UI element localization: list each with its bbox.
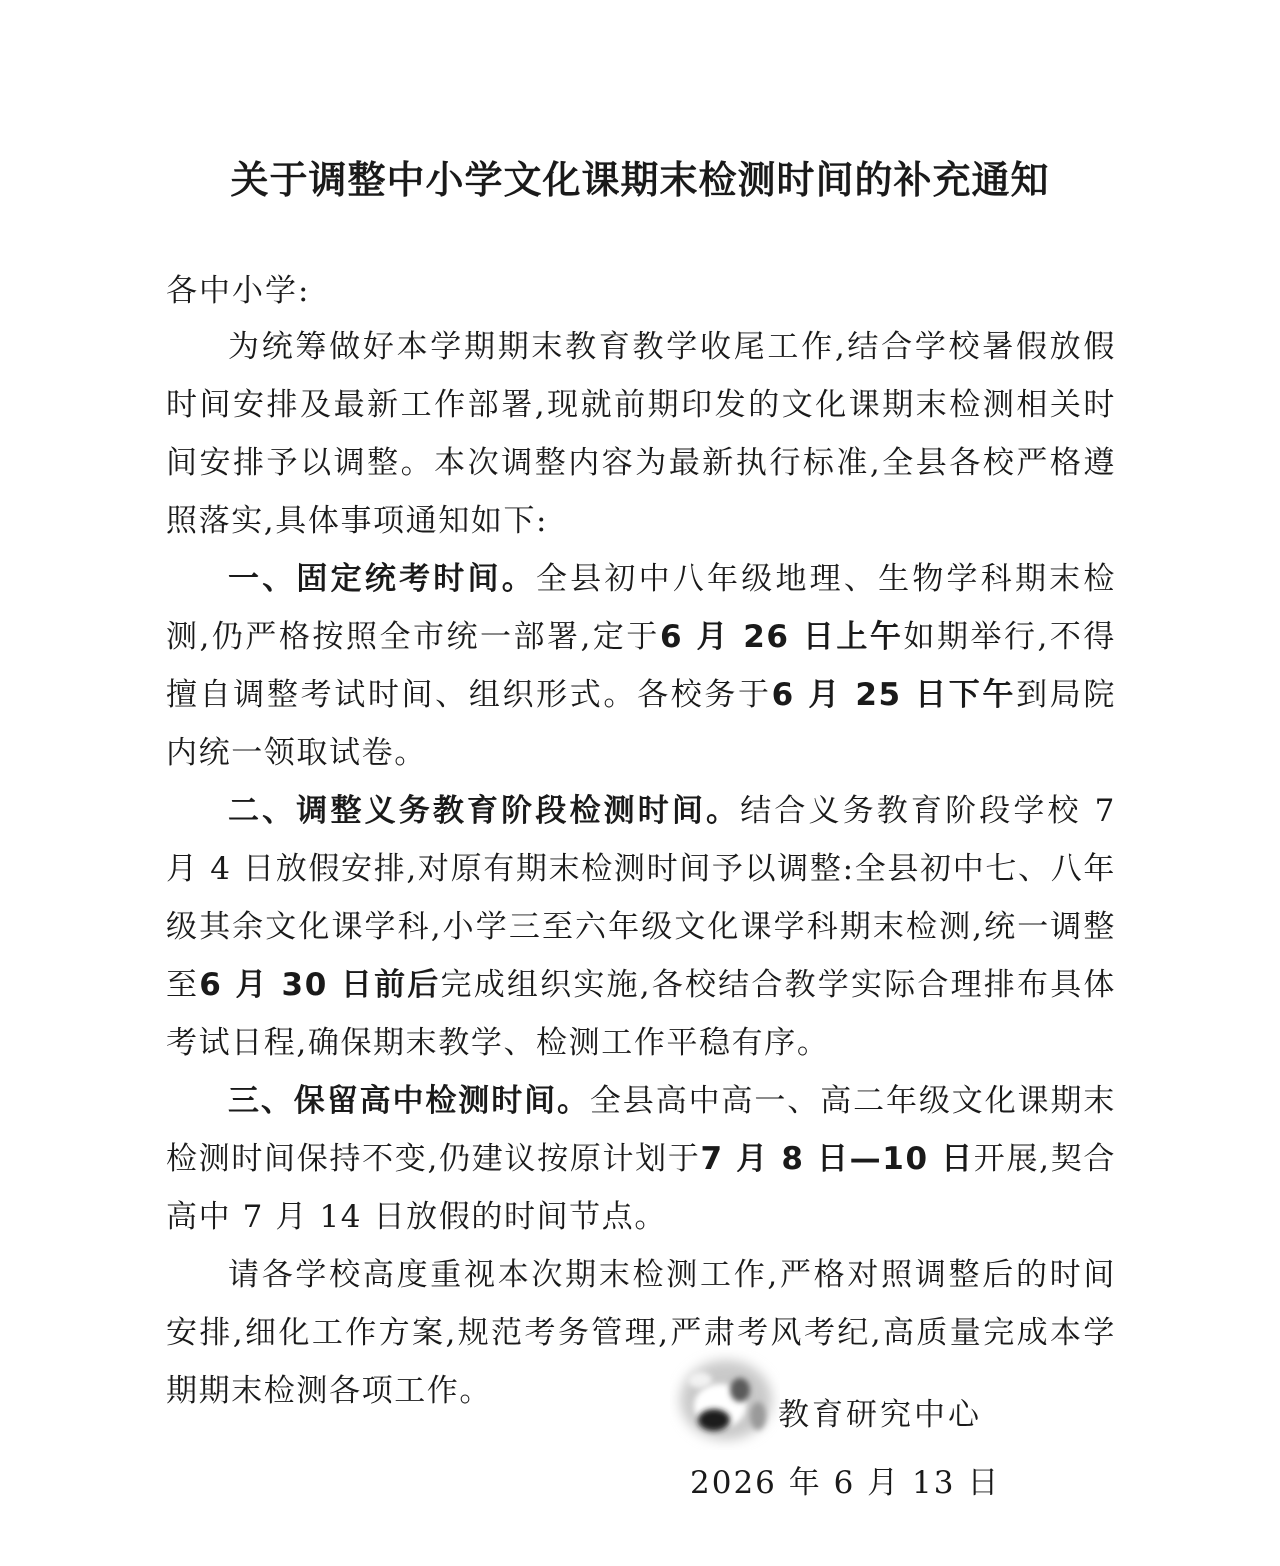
section-1-paragraph [166, 550, 1116, 782]
section-1-pickup-date: 6 月 25 日下午 [771, 677, 1017, 713]
document-title: 关于调整中小学文化课期末检测时间的补充通知 [230, 158, 1050, 202]
section-2-paragraph [166, 782, 1116, 1072]
issue-date: 2026 年 6 月 13 日 [690, 1465, 1001, 1501]
section-3-text-1: 全县高中高一、高二年级文化课期末检测时间保持不变,仍建议按原计划于 [166, 1083, 1116, 1177]
section-2-text-1: 结合义务教育阶段学校 7 月 4 日放假安排,对原有期末检测时间予以调整:全县初中七、八年级其余文化课学科,小学三至六年级文化课学科期末检测,统一调整至 [166, 793, 1116, 1003]
section-3-heading: 三、保留高中检测时间。 [228, 1083, 590, 1119]
section-3-paragraph [166, 1072, 1116, 1246]
section-2-text-2: 完成组织实施,各校结合教学实际合理排布具体考试日程,确保期末教学、检测工作平稳有序。 [166, 967, 1116, 1061]
section-1-exam-date: 6 月 26 日上午 [659, 619, 904, 655]
blurred-seal-icon [670, 1350, 780, 1450]
issuing-organization: 教育研究中心 [778, 1397, 982, 1433]
section-3-text-2: 开展,契合高中 7 月 14 日放假的时间节点。 [166, 1141, 1116, 1235]
document-body [166, 318, 1116, 1420]
section-1-text-3: 到局院内统一领取试卷。 [166, 677, 1116, 771]
section-3-exam-date: 7 月 8 日—10 日 [700, 1141, 974, 1177]
section-1-text-2: 如期举行,不得擅自调整考试时间、组织形式。各校务于 [166, 619, 1116, 713]
section-1-heading: 一、固定统考时间。 [228, 561, 536, 597]
section-1-text-1: 全县初中八年级地理、生物学科期末检测,仍严格按照全市统一部署,定于 [166, 561, 1117, 655]
section-2-exam-date: 6 月 30 日前后 [199, 967, 441, 1003]
section-2-heading: 二、调整义务教育阶段检测时间。 [228, 793, 741, 829]
closing-paragraph: 请各学校高度重视本次期末检测工作,严格对照调整后的时间安排,细化工作方案,规范考务管理,严肃考风考纪,高质量完成本学期期末检测各项工作。 [166, 1257, 1116, 1409]
signature-block [660, 1350, 1001, 1510]
salutation: 各中小学: [166, 273, 311, 309]
intro-paragraph: 为统筹做好本学期期末教育教学收尾工作,结合学校暑假放假时间安排及最新工作部署,现就前期印发的文化课期末检测相关时间安排予以调整。本次调整内容为最新执行标准,全县各校严格遵照落实,具体事项通知如下: [166, 329, 1116, 539]
